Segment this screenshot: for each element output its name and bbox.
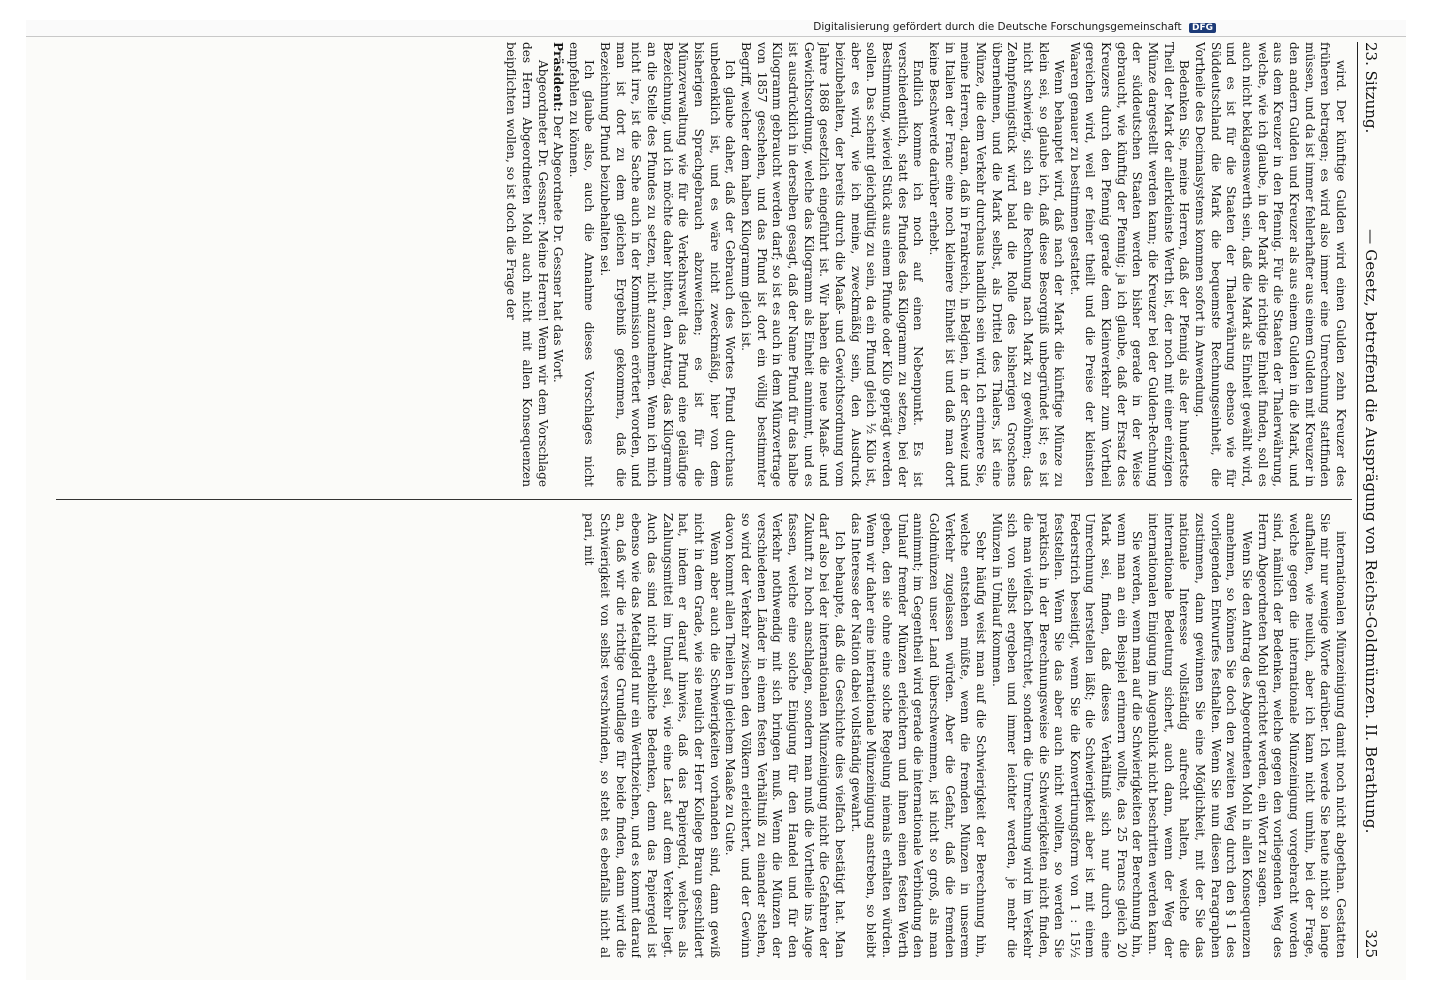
paragraph <box>565 42 596 487</box>
page-content <box>46 42 1388 958</box>
paragraph-text: internationalen Münzeinigung damit noch nicht abgethan. Gestatten Sie mir nur wenige Worte darüber. Ich werde Sie heute nicht so lange aufhalten, wie neulich, aber ich kann nicht umhin, bei der Frage, welche gegen die internationale Münzeinigung vorgebracht worden sind, nämlich der Bedenken, welche gegen den vorliegenden Weg des Herrn Abgeordneten Mohl gerichtet werden, ein Wort zu sagen. <box>1255 513 1348 958</box>
paragraph <box>925 42 1066 487</box>
dfg-logo: DFG <box>1189 23 1216 33</box>
paragraph <box>503 42 550 487</box>
paragraph <box>1191 42 1348 487</box>
paragraph <box>1066 42 1191 487</box>
paragraph-text: Endlich komme ich noch auf einen Nebenpunkt. Es ist verschiedentlich, statt des Pfundes das Kilogramm zu setzen, bei der Bestimmung, wieviel Stück aus einem Pfunde oder Kilo geprägt werden sollen. Das scheint gleichgültig zu sein, da ein Pfund gleich ½ Kilo ist, aber es wird, wie ich meine, zweckmäßig sein, den Ausdruck beizubehalten, der bereits durch die Maaß- und Gewichtsordnung vom Jahre 1868 gesetzlich eingeführt ist. Wir haben die neue Maaß- und Gewichtsordnung, welche das Kilogramm als Einheit annimmt, und es ist ausdrücklich in derselben gesagt, daß der Name Pfund für das halbe Kilogramm gebraucht werden darf; so ist es auch in dem Münzvertrage von 1857 geschehen, und das Pfund ist dort ein völlig bestimmter Begriff, welcher dem halben Kilogramm gleich ist. <box>739 42 926 487</box>
paragraph-text: Sie werden, wenn man auf die Schwierigkeiten der Berechnung hin, wenn man an ein Beispiel erinnern wollte, das 25 Francs gleich 20 Mark sei, finden, daß dieses Verhältniß sich nur durch eine Umrechnung herstellen läßt; die Schwierigkeit aber ist mit einem Federstrich beseitigt, wenn Sie die Konvertirungsform von 1 : 15½ feststellen. Wenn Sie das aber auch nicht wollten, so werden Sie praktisch in der Berechnungsweise die Schwierigkeiten nicht finden, die man vielfach befürchtet, sondern die Umrechnung wird im Verkehr sich von selbst ergeben und immer leichter werden, je mehr die Münzen in Umlauf kommen. <box>989 513 1145 958</box>
paragraph <box>581 513 722 958</box>
scanned-page <box>26 20 1406 980</box>
paragraph <box>550 42 566 487</box>
paragraph-text: Sehr häufig weist man auf die Schwierigkeit der Berechnung hin, welche entstehen müßte, wenn die fremden Münzen in unserem Verkehr zugelassen würden. Aber die Gefahr, daß die fremden Goldmünzen unser Land überschwemmen, ist nicht so groß, als man annimmt; im Gegentheil wird gerade die internationale Verbindung den Umlauf fremder Münzen erleichtern und ihnen einen festen Werth geben, den sie ohne eine solche Regelung niemals erhalten würden. Wenn wir daher eine internationale Münzeinigung anstreben, so bleibt das Interesse der Nation dabei vollständig gewahrt. <box>848 513 988 958</box>
digitization-note-text: Digitalisierung gefördert durch die Deutsche Forschungsgemeinschaft <box>813 21 1182 33</box>
paragraph <box>737 42 925 487</box>
page-number: 325 <box>1362 929 1380 958</box>
paragraph <box>847 513 988 958</box>
paragraph-text: Wenn aber auch die Schwierigkeiten vorhanden sind, dann gewiß nicht in dem Grade, wie sie neulich der Herr Kollege Braun geschildert hat, indem er darauf hinwies, daß das Papiergeld, welches als Zahlungsmittel im Umlauf sei, wie eine Last auf dem Verkehr liegt. Auch das sind nicht erhebliche Bedenken, denn das Papiergeld ist ebenso wie das Metallgeld nur ein Werthzeichen, und es kommt darauf an, daß wir die richtige Grundlage für beide finden, dann wird die Schwierigkeit von selbst verschwinden, so steht es ebenfalls nicht al pari, mit <box>582 513 722 958</box>
running-head <box>1362 42 1388 958</box>
paragraph-text: Ich glaube also, auch die Annahme dieses Vorschlages nicht empfehlen zu können. <box>566 42 597 487</box>
paragraph-text: Wenn Sie den Antrag des Abgeordneten Mohl in allen Konsequenzen annehmen, so können Sie doch den zweiten Weg durch den § 1 des vorliegenden Entwurfes festhalten. Wenn Sie nun diesen Paragraphen zustimmen, dann gewinnen Sie eine Möglichkeit, mit der Sie das nationale Interesse vollständig aufrecht halten, welche die internationale Bedeutung sichert, auch dann, wenn der Weg der internationalen Einigung im Augenblick nicht beschritten werden kann. <box>1146 513 1255 958</box>
digitization-note <box>596 21 1216 33</box>
digitization-footer <box>26 20 1406 37</box>
paragraph-text: Wenn behauptet wird, daß nach der Mark die künftige Münze zu klein sei, so glaube ich, daß diese Besorgniß unbegründet ist; es ist nicht schwierig, sich an die Rechnung nach Mark zu gewöhnen; das Zehnpfennigstück wird bald die Rolle des bisherigen Groschens übernehmen, und die Mark selbst, als Drittel des Thalers, ist eine Münze, die dem Verkehr durchaus handlich sein wird. Ich erinnere Sie, meine Herren, daran, daß in Frankreich, in Belgien, in der Schweiz und in Italien der Franc eine noch kleinere Einheit ist und daß man dort keine Beschwerde darüber erhebt. <box>926 42 1067 487</box>
header-rule <box>1357 42 1358 958</box>
paragraph-text: wird. Der künftige Gulden wird einen Gulden zehn Kreuzer des früheren betragen; es wird also immer eine Umrechnung stattfinden müssen, und da ist immer fehlerhafter aus einem Gulden mit Kreuzer in den andern Gulden und Kreuzer als aus einem Gulden in die Mark, und aus dem Kreuzer in den Pfennig. Für die Staaten der Thalerwährung, welche, wie ich glaube, in der Mark die richtige Einheit finden, soll es auch nicht beklagenswerth sein, daß die Mark als Einheit gewählt wird, und es ist für die Staaten der Thalerwährung ebenso wie für Süddeutschland die Mark die bequemste Rechnungseinheit, die Vortheile des Decimalsystems kommen sofort in Anwendung. <box>1193 42 1348 487</box>
column-rule <box>56 499 1352 500</box>
paragraph-text: Abgeordneter Dr. Gessner: Meine Herren! Wenn wir dem Vorschlage des Herrn Abgeordneten Mohl auch nicht mit allen Konsequenzen beipflichten wollen, so ist doch die Frage der <box>504 42 550 487</box>
paragraph <box>722 513 847 958</box>
paragraph-text: Ich glaube daher, daß der Gebrauch des Wortes Pfund durchaus unbedenklich ist, und es wäre nicht zweckmäßig, hier von dem bisherigen Sprachgebrauch abzuweichen; es ist für die Münzverwaltung wie für die Verkehrswelt das Pfund eine geläufige Bezeichnung, und ich möchte daher bitten, den Antrag, das Kilogramm an die Stelle des Pfundes zu setzen, nicht anzunehmen. Wenn ich mich nicht irre, ist die Sache auch in der Kommission erörtert worden, und man ist dort zu dem gleichen Ergebniß gekommen, daß die Bezeichnung Pfund beizubehalten sei. <box>598 42 738 487</box>
left-column <box>56 42 1348 487</box>
running-head-title: — Gesetz, betreffend die Ausprägung von Reichs-Goldmünzen. II. Berathung. <box>1362 229 1380 834</box>
paragraph-text: Bedenken Sie, meine Herren, daß der Pfennig als der hundertste Theil der Mark der allerkleinste Werth ist, der noch mit einer einzigen Münze dargestellt werden kann; die Kreuzer bei der Gulden-Rechnung der süddeutschen Staaten werden bisher gerade in der Weise gebraucht, wie künftig der Pfennig; ja ich glaube, daß der Ersatz des Kreuzers durch den Pfennig gerade dem Kleinverkehr zum Vortheil gereichen wird, weil er feiner theilt und die Preise der kleinsten Waaren genauer zu bestimmen gestattet. <box>1067 42 1192 487</box>
paragraph-text: Der Abgeordnete Dr. Gessner hat das Wort. <box>551 115 566 383</box>
paragraph-text: Ich behaupte, daß die Geschichte dies vielfach bestätigt hat. Man darf also bei der internationalen Münzeinigung nicht die Gefahren der Zukunft zu hoch anschlagen, sondern man muß die Vortheile ins Auge fassen, welche eine solche Einigung für den Handel und für den Verkehr nothwendig mit sich bringen muß. Wenn die Münzen der verschiedenen Länder in einem festen Verhältniß zu einander stehen, so wird der Verkehr zwischen den Völkern erleichtert, und der Gewinn davon kommt allen Theilen in gleichem Maaße zu Gute. <box>723 513 847 958</box>
paragraph <box>597 42 738 487</box>
paragraph <box>1144 513 1254 958</box>
speaker-label: Präsident: <box>551 42 566 112</box>
right-column <box>56 513 1348 958</box>
paragraph <box>988 513 1145 958</box>
paragraph <box>1254 513 1348 958</box>
session-label: 23. Sitzung. <box>1362 42 1380 134</box>
